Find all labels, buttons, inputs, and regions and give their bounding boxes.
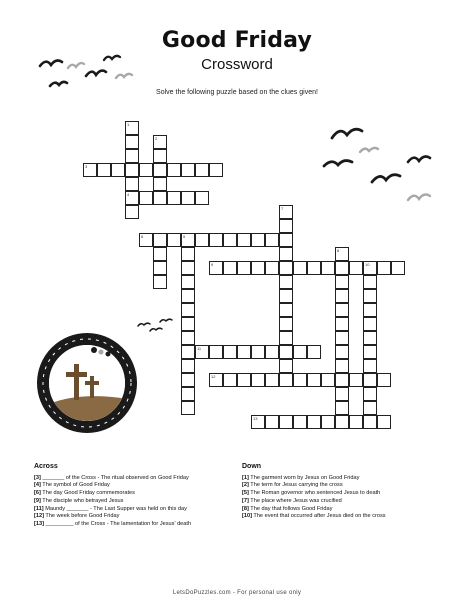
crossword-cell[interactable] xyxy=(181,247,195,261)
across-clue xyxy=(34,498,224,506)
instructions: Solve the following puzzle based on the clues given! xyxy=(156,89,318,96)
clue-text: The symbol of Good Friday xyxy=(40,482,110,489)
crossword-cell[interactable] xyxy=(209,163,223,177)
crossword-cell[interactable] xyxy=(349,373,363,387)
cell-number: 7 xyxy=(281,206,284,211)
crossword-cell[interactable] xyxy=(279,233,293,247)
crossword-cell[interactable] xyxy=(377,373,391,387)
crossword-cell[interactable] xyxy=(307,415,321,429)
crossword-cell[interactable] xyxy=(279,345,293,359)
crossword-cell[interactable] xyxy=(335,387,349,401)
crossword-cell[interactable] xyxy=(279,373,293,387)
crossword-cell[interactable] xyxy=(377,261,391,275)
crossword-cell[interactable] xyxy=(223,373,237,387)
crossword-cell[interactable] xyxy=(209,373,223,387)
crossword-cell[interactable] xyxy=(335,401,349,415)
crossword-cell[interactable] xyxy=(181,387,195,401)
crossword-cell[interactable] xyxy=(321,415,335,429)
crossword-cell[interactable] xyxy=(307,345,321,359)
across-clue xyxy=(34,513,224,521)
crossword-cell[interactable] xyxy=(181,289,195,303)
crossword-cell[interactable] xyxy=(335,415,349,429)
down-clue xyxy=(242,475,442,483)
crossword-cell[interactable] xyxy=(181,331,195,345)
crossword-cell[interactable] xyxy=(363,373,377,387)
crossword-cell[interactable] xyxy=(391,261,405,275)
crossword-cell[interactable] xyxy=(279,275,293,289)
crossword-cell[interactable] xyxy=(139,163,153,177)
across-clues xyxy=(34,463,224,529)
crossword-cell[interactable] xyxy=(279,219,293,233)
crossword-cell[interactable] xyxy=(209,345,223,359)
clue-number: [3] xyxy=(34,474,41,481)
cell-number: 1 xyxy=(127,122,130,127)
crossword-cell[interactable] xyxy=(335,345,349,359)
crossword-cell[interactable] xyxy=(153,149,167,163)
crossword-cell[interactable] xyxy=(335,317,349,331)
crossword-cell[interactable] xyxy=(97,163,111,177)
crossword-cell[interactable] xyxy=(181,359,195,373)
crossword-cell[interactable] xyxy=(125,205,139,219)
clue-text: Maundy _______ - The Last Supper was held on this day xyxy=(43,505,187,512)
crossword-cell[interactable] xyxy=(125,177,139,191)
crossword-cell[interactable] xyxy=(195,233,209,247)
crossword-cell[interactable] xyxy=(251,233,265,247)
crossword-cell[interactable] xyxy=(377,415,391,429)
crossword-cell[interactable] xyxy=(307,373,321,387)
crossword-cell[interactable] xyxy=(181,233,195,247)
crossword-cell[interactable] xyxy=(321,261,335,275)
crossword-cell[interactable] xyxy=(279,415,293,429)
page-subtitle: Crossword xyxy=(201,56,273,73)
crossword-cell[interactable] xyxy=(363,331,377,345)
cell-number: 8 xyxy=(337,248,340,253)
crossword-cell[interactable] xyxy=(153,163,167,177)
crossword-cell[interactable] xyxy=(293,415,307,429)
crossword-cell[interactable] xyxy=(153,135,167,149)
crossword-cell[interactable] xyxy=(153,233,167,247)
cell-number: 6 xyxy=(141,234,144,239)
crossword-cell[interactable] xyxy=(125,149,139,163)
crossword-cell[interactable] xyxy=(223,233,237,247)
clue-number: [10] xyxy=(242,513,252,520)
crossword-cell[interactable] xyxy=(125,121,139,135)
crossword-cell[interactable] xyxy=(251,261,265,275)
crossword-cell[interactable] xyxy=(363,387,377,401)
crossword-cell[interactable] xyxy=(293,345,307,359)
crossword-cell[interactable] xyxy=(223,345,237,359)
clue-number: [13] xyxy=(34,520,44,527)
down-heading: Down xyxy=(242,463,262,470)
cell-number: 10 xyxy=(365,262,370,267)
crossword-cell[interactable] xyxy=(181,401,195,415)
across-clue xyxy=(34,521,224,529)
crossword-cell[interactable] xyxy=(321,373,335,387)
crossword-cell[interactable] xyxy=(335,359,349,373)
crossword-cell[interactable] xyxy=(307,261,321,275)
crossword-cell[interactable] xyxy=(279,331,293,345)
crossword-cell[interactable] xyxy=(363,345,377,359)
down-clue xyxy=(242,513,442,521)
crossword-cell[interactable] xyxy=(181,345,195,359)
crossword-cell[interactable] xyxy=(181,317,195,331)
crossword-cell[interactable] xyxy=(265,373,279,387)
footer: LetsDoPuzzles.com - For personal use only xyxy=(172,590,302,596)
clue-number: [8] xyxy=(242,505,249,512)
crossword-cell[interactable] xyxy=(279,261,293,275)
crossword-cell[interactable] xyxy=(335,275,349,289)
down-clue xyxy=(242,482,442,490)
down-clues xyxy=(242,463,442,521)
crossword-cell[interactable] xyxy=(363,415,377,429)
crossword-cell[interactable] xyxy=(111,163,125,177)
cell-number: 2 xyxy=(155,136,158,141)
crossword-cell[interactable] xyxy=(153,261,167,275)
crossword-cell[interactable] xyxy=(363,289,377,303)
crossword-cell[interactable] xyxy=(181,191,195,205)
crossword-cell[interactable] xyxy=(195,191,209,205)
across-clue xyxy=(34,475,224,483)
crossword-cell[interactable] xyxy=(265,233,279,247)
crossword-cell[interactable] xyxy=(279,359,293,373)
crossword-cell[interactable] xyxy=(209,233,223,247)
clue-number: [2] xyxy=(242,482,249,489)
crossword-cell[interactable] xyxy=(83,163,97,177)
crossword-cell[interactable] xyxy=(153,177,167,191)
crossword-cell[interactable] xyxy=(125,191,139,205)
crossword-cell[interactable] xyxy=(181,163,195,177)
crossword-cell[interactable] xyxy=(279,205,293,219)
crossword-cell[interactable] xyxy=(167,163,181,177)
crossword-cell[interactable] xyxy=(125,135,139,149)
crossword-cell[interactable] xyxy=(335,289,349,303)
crossword-cell[interactable] xyxy=(251,373,265,387)
crossword-cell[interactable] xyxy=(167,191,181,205)
down-clue xyxy=(242,490,442,498)
across-heading: Across xyxy=(34,463,58,470)
clue-text: _________ of the Cross - The lamentation for Jesus' death xyxy=(43,520,192,527)
clue-number: [7] xyxy=(242,497,249,504)
crossword-cell[interactable] xyxy=(237,233,251,247)
across-clue xyxy=(34,482,224,490)
crossword-cell[interactable] xyxy=(265,345,279,359)
crossword-cell[interactable] xyxy=(363,261,377,275)
clue-text: The Roman governor who sentenced Jesus to death xyxy=(248,490,381,497)
clue-number: [11] xyxy=(34,505,44,512)
clue-number: [12] xyxy=(34,513,44,520)
crossword-cell[interactable] xyxy=(265,415,279,429)
crossword-cell[interactable] xyxy=(181,275,195,289)
cell-number: 4 xyxy=(127,192,130,197)
clue-text: The day that follows Good Friday xyxy=(248,505,333,512)
crossword-cell[interactable] xyxy=(125,163,139,177)
clue-text: The day Good Friday commemorates xyxy=(40,490,135,497)
crossword-cell[interactable] xyxy=(265,261,279,275)
crossword-cell[interactable] xyxy=(335,303,349,317)
crossword-cell[interactable] xyxy=(279,289,293,303)
clue-text: The week before Good Friday xyxy=(43,513,120,520)
crossword-cell[interactable] xyxy=(251,345,265,359)
crossword-cell[interactable] xyxy=(209,261,223,275)
page-title: Good Friday xyxy=(161,28,313,53)
crossword-cell[interactable] xyxy=(293,373,307,387)
crossword-cell[interactable] xyxy=(181,261,195,275)
crossword-cell[interactable] xyxy=(363,401,377,415)
down-clue xyxy=(242,498,442,506)
crossword-cell[interactable] xyxy=(223,261,237,275)
clue-text: _______ of the Cross - The ritual observed on Good Friday xyxy=(40,474,189,481)
clue-number: [6] xyxy=(34,490,41,497)
crossword-cell[interactable] xyxy=(335,261,349,275)
crossword-cell[interactable] xyxy=(181,303,195,317)
crossword-cell[interactable] xyxy=(153,247,167,261)
crossword-cell[interactable] xyxy=(363,359,377,373)
clue-number: [4] xyxy=(34,482,41,489)
crossword-cell[interactable] xyxy=(335,373,349,387)
clue-number: [9] xyxy=(34,497,41,504)
cell-number: 12 xyxy=(211,374,216,379)
clue-number: [5] xyxy=(242,490,249,497)
clue-number: [1] xyxy=(242,474,249,481)
across-clue xyxy=(34,506,224,514)
crossword-cell[interactable] xyxy=(335,247,349,261)
clue-text: The disciple who betrayed Jesus xyxy=(40,497,124,504)
crossword-cell[interactable] xyxy=(279,247,293,261)
crossword-cell[interactable] xyxy=(237,373,251,387)
crossword-cell[interactable] xyxy=(167,233,181,247)
clue-text: The garment worn by Jesus on Good Friday xyxy=(248,474,360,481)
crossword-cell[interactable] xyxy=(335,331,349,345)
crossword-cell[interactable] xyxy=(181,373,195,387)
clue-text: The place where Jesus was crucified xyxy=(248,497,342,504)
clue-text: The event that occurred after Jesus died on the cross xyxy=(251,513,386,520)
crossword-cell[interactable] xyxy=(363,303,377,317)
crossword-cell[interactable] xyxy=(237,345,251,359)
crossword-cell[interactable] xyxy=(195,163,209,177)
down-clue xyxy=(242,506,442,514)
cell-number: 3 xyxy=(85,164,88,169)
crossword-cell[interactable] xyxy=(251,415,265,429)
across-clue xyxy=(34,490,224,498)
crossword-cell[interactable] xyxy=(279,303,293,317)
crossword-cell[interactable] xyxy=(195,345,209,359)
crossword-cell[interactable] xyxy=(349,415,363,429)
clue-text: The term for Jesus carrying the cross xyxy=(248,482,343,489)
crossword-cell[interactable] xyxy=(363,275,377,289)
crossword-cell[interactable] xyxy=(153,275,167,289)
crossword-cell[interactable] xyxy=(349,261,363,275)
crossword-cell[interactable] xyxy=(293,261,307,275)
crossword-cell[interactable] xyxy=(279,317,293,331)
crossword-cell[interactable] xyxy=(139,191,153,205)
cell-number: 11 xyxy=(197,346,202,351)
crossword-cell[interactable] xyxy=(153,191,167,205)
cell-number: 13 xyxy=(253,416,258,421)
cell-number: 9 xyxy=(211,262,214,267)
cell-number: 5 xyxy=(183,234,186,239)
crossword-cell[interactable] xyxy=(139,233,153,247)
crossword-cell[interactable] xyxy=(237,261,251,275)
crossword-cell[interactable] xyxy=(363,317,377,331)
